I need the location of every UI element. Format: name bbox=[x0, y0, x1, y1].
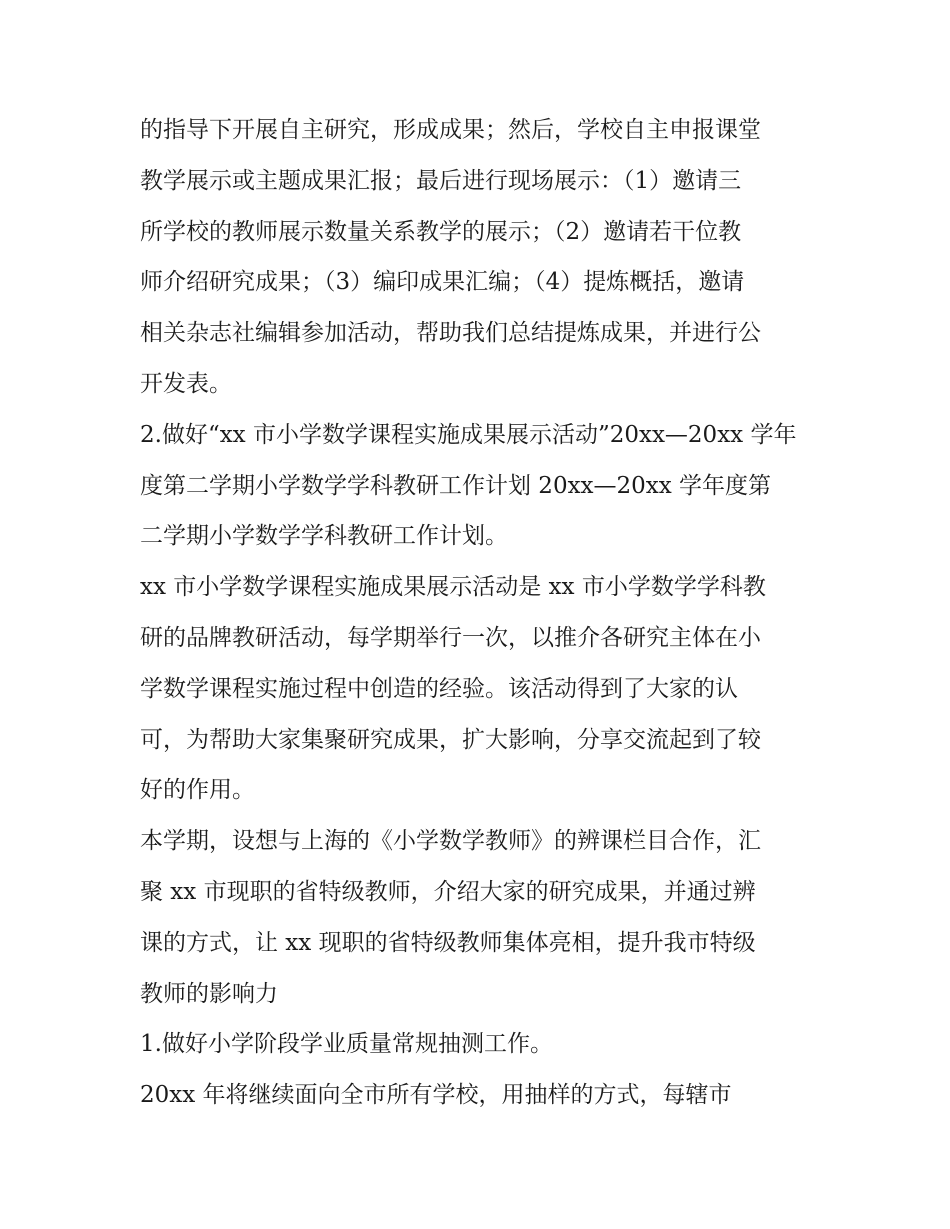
text-line: 研的品牌教研活动，每学期举行一次，以推介各研究主体在小 bbox=[140, 624, 761, 651]
text-line: 本学期，设想与上海的《小学数学教师》的辨课栏目合作，汇 bbox=[140, 828, 761, 855]
text-line: 学数学课程实施过程中创造的经验。该活动得到了大家的认 bbox=[140, 675, 738, 702]
text-line: 课的方式，让 xx 现职的省特级教师集体亮相，提升我市特级 bbox=[140, 929, 756, 956]
text-line: 2.做好“xx 市小学数学课程实施成果展示活动”20xx—20xx 学年 bbox=[140, 421, 797, 448]
paragraph-item-2-heading bbox=[140, 410, 820, 562]
text-line: 所学校的教师展示数量关系教学的展示；（2）邀请若干位教 bbox=[140, 218, 742, 245]
text-line: 1.做好小学阶段学业质量常规抽测工作。 bbox=[140, 1031, 553, 1058]
text-line: 教学展示或主题成果汇报；最后进行现场展示：（1）邀请三 bbox=[140, 167, 742, 194]
paragraph-semester-plan bbox=[140, 816, 820, 1019]
paragraph-activity-process bbox=[140, 105, 820, 410]
text-line: 好的作用。 bbox=[140, 777, 255, 804]
text-line: 度第二学期小学数学学科教研工作计划 20xx—20xx 学年度第 bbox=[140, 472, 772, 499]
text-line: 二学期小学数学学科教研工作计划。 bbox=[140, 523, 508, 550]
text-line: 开发表。 bbox=[140, 370, 232, 397]
text-line: 聚 xx 市现职的省特级教师，介绍大家的研究成果，并通过辨 bbox=[140, 878, 756, 905]
text-line: 教师的影响力 bbox=[140, 980, 278, 1007]
text-line: 的指导下开展自主研究，形成成果；然后，学校自主申报课堂 bbox=[140, 117, 761, 143]
text-line: 师介绍研究成果；（3）编印成果汇编；（4）提炼概括，邀请 bbox=[140, 269, 745, 296]
text-line: 可，为帮助大家集聚研究成果，扩大影响，分享交流起到了较 bbox=[140, 726, 761, 753]
paragraph-showcase-description bbox=[140, 562, 820, 816]
document-body bbox=[140, 105, 820, 1121]
paragraph-sampling-plan bbox=[140, 1070, 820, 1121]
text-line: 20xx 年将继续面向全市所有学校，用抽样的方式，每辖市 bbox=[140, 1082, 732, 1109]
text-line: xx 市小学数学课程实施成果展示活动是 xx 市小学数学学科教 bbox=[140, 574, 766, 601]
text-line: 相关杂志社编辑参加活动，帮助我们总结提炼成果，并进行公 bbox=[140, 320, 761, 347]
paragraph-item-1-heading bbox=[140, 1019, 820, 1070]
